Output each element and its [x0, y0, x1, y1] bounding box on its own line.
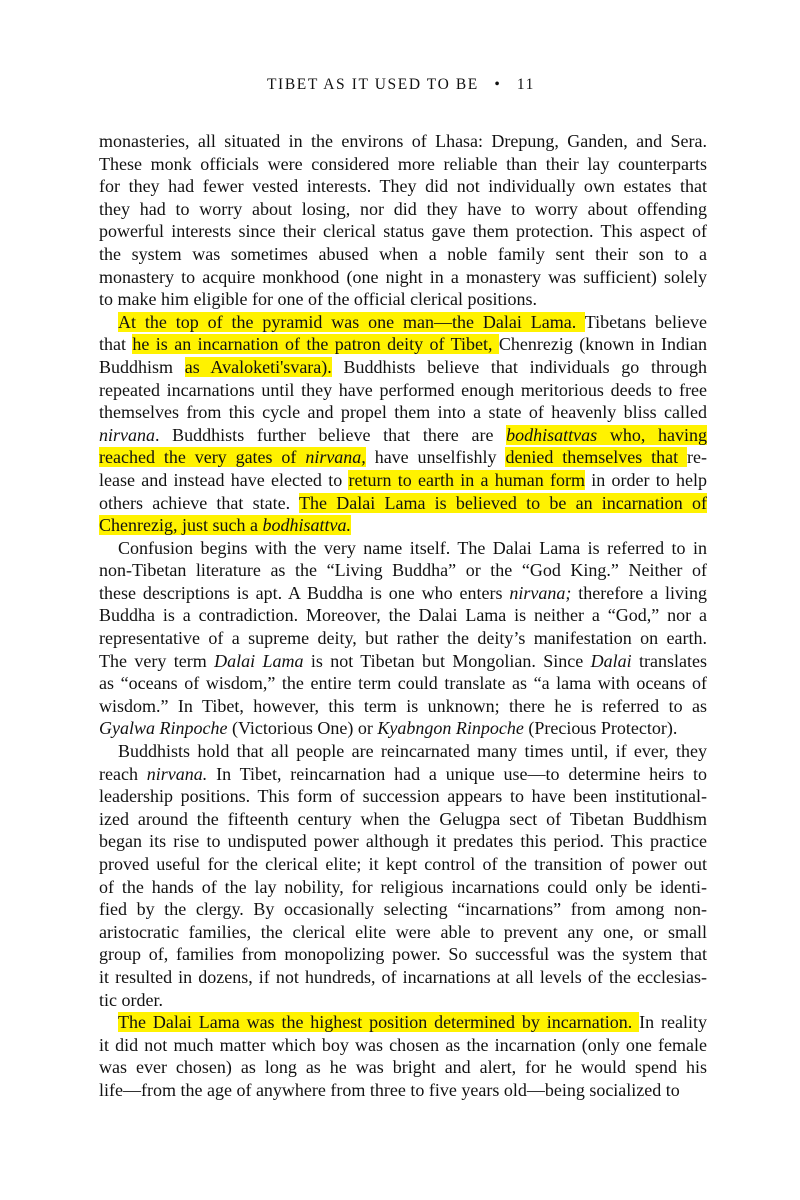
text-span: for they had fewer vested interests. They did not individually own estates that	[99, 176, 707, 197]
text-span: they had to worry about losing, nor did they have to worry about offending	[99, 198, 707, 219]
text-span: repeated incarnations until they have performed enough meritorious deeds to free	[99, 379, 707, 400]
text-line	[99, 220, 707, 243]
text-span: monastery to acquire monkhood (one night in a monastery was sufficient) solely	[99, 266, 707, 287]
text-line	[99, 153, 707, 176]
body-text	[99, 130, 707, 1102]
highlighted-text: he is an incarnation of the patron deity of Tibet,	[132, 334, 499, 355]
highlighted-text: reached the very gates of	[99, 447, 306, 468]
text-line	[99, 559, 707, 582]
text-span: to make him eligible for one of the official clerical positions.	[99, 289, 538, 310]
text-span: translates	[631, 650, 708, 671]
text-line	[99, 604, 707, 627]
highlighted-text: The Dalai Lama is believed to be an incarnation of	[299, 492, 707, 513]
text-span: These monk officials were considered more reliable than their lay counterparts	[99, 153, 707, 174]
text-line	[99, 469, 707, 492]
text-span: Gyalwa Rinpoche	[99, 718, 228, 739]
highlighted-text: bodhisattvas	[506, 424, 598, 445]
text-span: The very term	[99, 650, 215, 671]
highlighted-text: nirvana,	[305, 447, 366, 468]
highlighted-text: The Dalai Lama was the highest position determined by incarnation.	[118, 1012, 640, 1033]
text-span: Confusion begins with the very name itself. The Dalai Lama is referred to in	[118, 537, 707, 558]
text-line	[99, 1056, 707, 1079]
page-number: 11	[516, 76, 536, 93]
text-line	[99, 717, 707, 740]
text-span: began its rise to undisputed power although it predates this period. This practice	[99, 831, 707, 852]
text-line	[99, 898, 707, 921]
text-span: re-	[687, 447, 708, 468]
text-span: it resulted in dozens, if not hundreds, of incarnations at all levels of the ecclesias-	[99, 966, 707, 987]
text-span: wisdom.” In Tibet, however, this term is unknown; there he is referred to as	[99, 695, 707, 716]
text-span: in order to help	[584, 469, 707, 490]
text-span: monasteries, all situated in the environs of Lhasa: Drepung, Ganden, and Sera.	[99, 131, 707, 151]
text-line	[99, 446, 707, 469]
text-span: life—from the age of anywhere from three to five years old—being socialized to	[99, 1079, 680, 1100]
text-span: others achieve that state.	[99, 492, 300, 513]
text-line	[99, 130, 707, 153]
text-line	[99, 514, 707, 537]
text-span: (Victorious One) or	[227, 718, 378, 739]
text-span: Kyabngon Rinpoche	[377, 718, 524, 739]
text-span: proved useful for the clerical elite; it kept control of the transition of power out	[99, 854, 707, 874]
text-line	[99, 537, 707, 560]
text-line	[99, 333, 707, 356]
text-span: aristocratic families, the clerical elite were able to prevent any one, or small	[99, 921, 707, 942]
text-span: Buddhists hold that all people are reincarnated many times until, if ever, they	[118, 741, 707, 762]
text-span: Tibetans believe	[584, 311, 707, 332]
text-line	[99, 492, 707, 515]
text-line	[99, 830, 707, 853]
text-span: is not Tibetan but Mongolian. Since	[303, 650, 591, 671]
text-span: that	[99, 334, 133, 355]
text-line	[99, 808, 707, 831]
text-span: nirvana;	[509, 582, 572, 603]
text-span: powerful interests since their clerical status gave them protection. This aspect of	[99, 221, 707, 242]
text-line	[99, 672, 707, 695]
running-header	[0, 76, 800, 94]
text-span: these descriptions is apt. A Buddha is one who enters	[99, 582, 510, 603]
text-span: nirvana.	[146, 763, 208, 784]
text-span: Buddhism	[99, 356, 185, 377]
text-span: Chenrezig (known in Indian	[498, 334, 708, 355]
text-span: was ever chosen) as long as he was bright and alert, for he would spend his	[99, 1057, 707, 1078]
text-span: have unselfishly	[365, 447, 506, 468]
text-span: non-Tibetan literature as the “Living Buddha” or the “God King.” Neither of	[99, 560, 707, 581]
text-line	[99, 311, 707, 334]
highlighted-text: denied themselves that	[505, 447, 688, 468]
text-span: it did not much matter which boy was chosen as the incarnation (only one female	[99, 1034, 707, 1055]
text-span: . Buddhists further believe that there are	[155, 424, 507, 445]
text-line	[99, 943, 707, 966]
text-span: of the hands of the lay nobility, for religious incarnations could only be identi-	[99, 876, 707, 897]
text-span: group of, families from monopolizing power. So successful was the system that	[99, 944, 707, 965]
text-span: tic order.	[99, 989, 163, 1010]
text-span: ized around the fifteenth century when the Gelugpa sect of Tibetan Buddhism	[99, 808, 707, 829]
text-span: Buddha is a contradiction. Moreover, the Dalai Lama is neither a “God,” nor a	[99, 605, 707, 626]
text-line	[99, 175, 707, 198]
text-line	[99, 853, 707, 876]
text-span: as “oceans of wisdom,” the entire term could translate as “a lama with oceans of	[99, 673, 707, 694]
text-span: therefore a living	[571, 582, 707, 603]
text-line	[99, 989, 707, 1012]
text-line	[99, 1011, 707, 1034]
text-span: fied by the clergy. By occasionally selecting “incarnations” from among non-	[99, 899, 707, 920]
text-line	[99, 695, 707, 718]
text-line	[99, 1034, 707, 1057]
text-span: lease and instead have elected to	[99, 469, 349, 490]
text-line	[99, 266, 707, 289]
text-span: (Precious Protector).	[523, 718, 678, 739]
text-line	[99, 740, 707, 763]
header-separator: •	[494, 76, 502, 93]
text-span: In Tibet, reincarnation had a unique use—to determine heirs to	[207, 763, 707, 784]
text-line	[99, 198, 707, 221]
text-line	[99, 650, 707, 673]
text-span: the system was sometimes abused when a noble family sent their son to a	[99, 243, 707, 264]
text-line	[99, 243, 707, 266]
text-line	[99, 921, 707, 944]
text-span: In reality	[639, 1012, 707, 1033]
text-span: Dalai	[590, 650, 632, 671]
text-span: Buddhists believe that individuals go through	[331, 356, 707, 377]
text-line	[99, 288, 707, 311]
text-line	[99, 582, 707, 605]
text-line	[99, 379, 707, 402]
text-line	[99, 785, 707, 808]
highlighted-text: bodhisattva.	[262, 515, 351, 536]
text-span: reach	[99, 763, 147, 784]
running-title: TIBET AS IT USED TO BE	[266, 76, 479, 93]
highlighted-text: Chenrezig, just such a	[99, 515, 263, 536]
highlighted-text: return to earth in a human form	[348, 469, 585, 490]
highlighted-text: At the top of the pyramid was one man—the Dalai Lama.	[118, 311, 585, 332]
text-line	[99, 401, 707, 424]
text-line	[99, 424, 707, 447]
text-span: themselves from this cycle and propel them into a state of heavenly bliss called	[99, 402, 707, 423]
text-line	[99, 627, 707, 650]
text-span: leadership positions. This form of succession appears to have been institutional-	[99, 786, 707, 807]
text-line	[99, 1079, 707, 1102]
text-line	[99, 966, 707, 989]
text-line	[99, 876, 707, 899]
text-span: representative of a supreme deity, but rather the deity’s manifestation on earth.	[99, 628, 707, 649]
text-span: Dalai Lama	[214, 650, 304, 671]
text-line	[99, 356, 707, 379]
text-line	[99, 763, 707, 786]
text-span: nirvana	[99, 424, 155, 445]
highlighted-text: as Avaloketi'svara).	[184, 356, 332, 377]
highlighted-text: who, having	[597, 424, 707, 445]
